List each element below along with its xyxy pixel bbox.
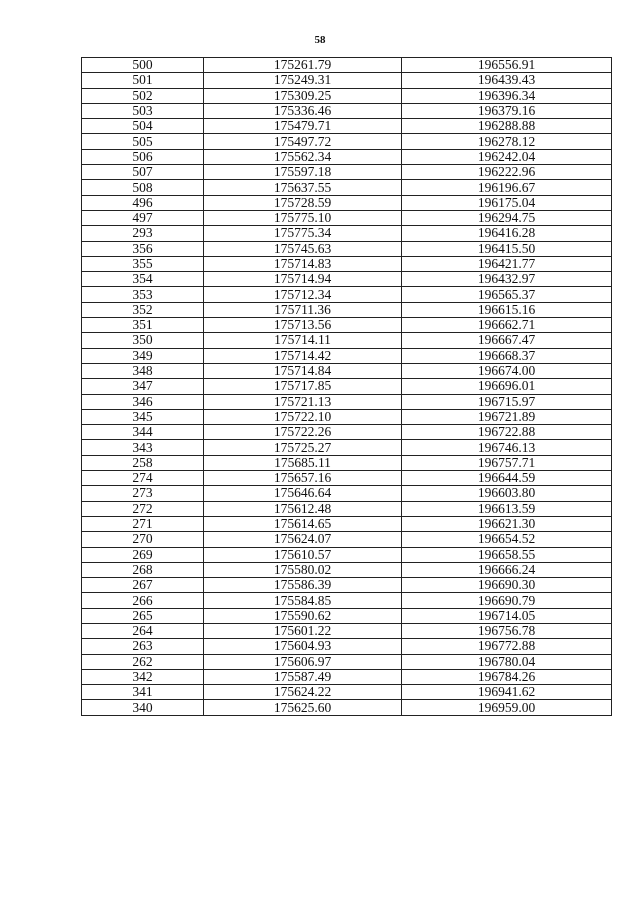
point-number-cell: 268 [82,562,204,577]
x-coordinate-cell: 175722.10 [204,409,402,424]
x-coordinate-cell: 175624.22 [204,685,402,700]
x-coordinate-cell: 175584.85 [204,593,402,608]
table-row [82,471,612,486]
x-coordinate-cell: 175610.57 [204,547,402,562]
y-coordinate-cell: 196615.16 [402,302,612,317]
x-coordinate-cell: 175606.97 [204,654,402,669]
table-row [82,88,612,103]
y-coordinate-cell: 196772.88 [402,639,612,654]
point-number-cell: 271 [82,516,204,531]
point-number-cell: 274 [82,471,204,486]
y-coordinate-cell: 196294.75 [402,210,612,225]
x-coordinate-cell: 175497.72 [204,134,402,149]
point-number-cell: 501 [82,73,204,88]
table-row [82,654,612,669]
y-coordinate-cell: 196714.05 [402,608,612,623]
y-coordinate-cell: 196416.28 [402,226,612,241]
point-number-cell: 346 [82,394,204,409]
table-row [82,180,612,195]
y-coordinate-cell: 196288.88 [402,119,612,134]
table-row [82,149,612,164]
x-coordinate-cell: 175657.16 [204,471,402,486]
y-coordinate-cell: 196696.01 [402,379,612,394]
x-coordinate-cell: 175714.83 [204,256,402,271]
table-row [82,226,612,241]
y-coordinate-cell: 196222.96 [402,165,612,180]
x-coordinate-cell: 175722.26 [204,425,402,440]
table-row [82,425,612,440]
y-coordinate-cell: 196662.71 [402,318,612,333]
table-row [82,348,612,363]
x-coordinate-cell: 175562.34 [204,149,402,164]
x-coordinate-cell: 175625.60 [204,700,402,715]
table-row [82,501,612,516]
table-row [82,440,612,455]
table-row [82,318,612,333]
point-number-cell: 347 [82,379,204,394]
point-number-cell: 349 [82,348,204,363]
y-coordinate-cell: 196242.04 [402,149,612,164]
table-row [82,394,612,409]
table-row [82,119,612,134]
y-coordinate-cell: 196621.30 [402,516,612,531]
point-number-cell: 356 [82,241,204,256]
table-row [82,363,612,378]
point-number-cell: 267 [82,578,204,593]
y-coordinate-cell: 196658.55 [402,547,612,562]
x-coordinate-cell: 175717.85 [204,379,402,394]
table-row [82,608,612,623]
y-coordinate-cell: 196432.97 [402,272,612,287]
point-number-cell: 354 [82,272,204,287]
x-coordinate-cell: 175713.56 [204,318,402,333]
point-number-cell: 263 [82,639,204,654]
x-coordinate-cell: 175721.13 [204,394,402,409]
point-number-cell: 350 [82,333,204,348]
table-row [82,562,612,577]
point-number-cell: 341 [82,685,204,700]
y-coordinate-cell: 196644.59 [402,471,612,486]
table-row [82,73,612,88]
x-coordinate-cell: 175261.79 [204,58,402,73]
table-row [82,593,612,608]
y-coordinate-cell: 196746.13 [402,440,612,455]
x-coordinate-cell: 175714.94 [204,272,402,287]
table-row [82,287,612,302]
table-row [82,333,612,348]
table-row [82,134,612,149]
x-coordinate-cell: 175597.18 [204,165,402,180]
table-row [82,547,612,562]
point-number-cell: 265 [82,608,204,623]
table-row [82,379,612,394]
table-row [82,256,612,271]
point-number-cell: 508 [82,180,204,195]
x-coordinate-cell: 175646.64 [204,486,402,501]
y-coordinate-cell: 196278.12 [402,134,612,149]
point-number-cell: 506 [82,149,204,164]
y-coordinate-cell: 196690.79 [402,593,612,608]
y-coordinate-cell: 196396.34 [402,88,612,103]
x-coordinate-cell: 175614.65 [204,516,402,531]
x-coordinate-cell: 175336.46 [204,103,402,118]
coordinates-table [81,57,612,716]
y-coordinate-cell: 196439.43 [402,73,612,88]
table-row [82,165,612,180]
point-number-cell: 497 [82,210,204,225]
y-coordinate-cell: 196941.62 [402,685,612,700]
x-coordinate-cell: 175249.31 [204,73,402,88]
point-number-cell: 500 [82,58,204,73]
y-coordinate-cell: 196668.37 [402,348,612,363]
y-coordinate-cell: 196654.52 [402,532,612,547]
point-number-cell: 343 [82,440,204,455]
y-coordinate-cell: 196196.67 [402,180,612,195]
point-number-cell: 266 [82,593,204,608]
point-number-cell: 264 [82,623,204,638]
y-coordinate-cell: 196613.59 [402,501,612,516]
table-row [82,455,612,470]
y-coordinate-cell: 196715.97 [402,394,612,409]
x-coordinate-cell: 175775.34 [204,226,402,241]
x-coordinate-cell: 175479.71 [204,119,402,134]
table-row [82,669,612,684]
y-coordinate-cell: 196780.04 [402,654,612,669]
point-number-cell: 342 [82,669,204,684]
point-number-cell: 348 [82,363,204,378]
point-number-cell: 272 [82,501,204,516]
point-number-cell: 353 [82,287,204,302]
y-coordinate-cell: 196784.26 [402,669,612,684]
x-coordinate-cell: 175714.11 [204,333,402,348]
x-coordinate-cell: 175728.59 [204,195,402,210]
y-coordinate-cell: 196415.50 [402,241,612,256]
point-number-cell: 340 [82,700,204,715]
table-row [82,409,612,424]
y-coordinate-cell: 196756.78 [402,623,612,638]
y-coordinate-cell: 196667.47 [402,333,612,348]
point-number-cell: 502 [82,88,204,103]
y-coordinate-cell: 196690.30 [402,578,612,593]
x-coordinate-cell: 175637.55 [204,180,402,195]
y-coordinate-cell: 196175.04 [402,195,612,210]
table-row [82,58,612,73]
table-row [82,578,612,593]
x-coordinate-cell: 175601.22 [204,623,402,638]
x-coordinate-cell: 175714.42 [204,348,402,363]
point-number-cell: 503 [82,103,204,118]
table-row [82,241,612,256]
y-coordinate-cell: 196379.16 [402,103,612,118]
point-number-cell: 505 [82,134,204,149]
x-coordinate-cell: 175624.07 [204,532,402,547]
y-coordinate-cell: 196757.71 [402,455,612,470]
table-row [82,639,612,654]
y-coordinate-cell: 196556.91 [402,58,612,73]
y-coordinate-cell: 196721.89 [402,409,612,424]
table-row [82,103,612,118]
table-row [82,302,612,317]
y-coordinate-cell: 196674.00 [402,363,612,378]
page-number: 58 [314,34,326,46]
y-coordinate-cell: 196722.88 [402,425,612,440]
point-number-cell: 273 [82,486,204,501]
point-number-cell: 262 [82,654,204,669]
x-coordinate-cell: 175745.63 [204,241,402,256]
table-row [82,532,612,547]
y-coordinate-cell: 196421.77 [402,256,612,271]
point-number-cell: 345 [82,409,204,424]
table-row [82,210,612,225]
point-number-cell: 269 [82,547,204,562]
x-coordinate-cell: 175714.84 [204,363,402,378]
x-coordinate-cell: 175712.34 [204,287,402,302]
point-number-cell: 504 [82,119,204,134]
x-coordinate-cell: 175587.49 [204,669,402,684]
table-row [82,685,612,700]
x-coordinate-cell: 175612.48 [204,501,402,516]
table-row [82,486,612,501]
x-coordinate-cell: 175725.27 [204,440,402,455]
x-coordinate-cell: 175711.36 [204,302,402,317]
table-row [82,700,612,715]
table-row [82,516,612,531]
table-row [82,195,612,210]
y-coordinate-cell: 196565.37 [402,287,612,302]
point-number-cell: 270 [82,532,204,547]
x-coordinate-cell: 175309.25 [204,88,402,103]
x-coordinate-cell: 175580.02 [204,562,402,577]
y-coordinate-cell: 196666.24 [402,562,612,577]
point-number-cell: 352 [82,302,204,317]
table-row [82,272,612,287]
point-number-cell: 258 [82,455,204,470]
coordinates-table-body [82,58,612,716]
point-number-cell: 507 [82,165,204,180]
y-coordinate-cell: 196603.80 [402,486,612,501]
point-number-cell: 351 [82,318,204,333]
point-number-cell: 355 [82,256,204,271]
x-coordinate-cell: 175590.62 [204,608,402,623]
point-number-cell: 496 [82,195,204,210]
x-coordinate-cell: 175775.10 [204,210,402,225]
point-number-cell: 293 [82,226,204,241]
x-coordinate-cell: 175586.39 [204,578,402,593]
y-coordinate-cell: 196959.00 [402,700,612,715]
x-coordinate-cell: 175685.11 [204,455,402,470]
table-row [82,623,612,638]
point-number-cell: 344 [82,425,204,440]
x-coordinate-cell: 175604.93 [204,639,402,654]
